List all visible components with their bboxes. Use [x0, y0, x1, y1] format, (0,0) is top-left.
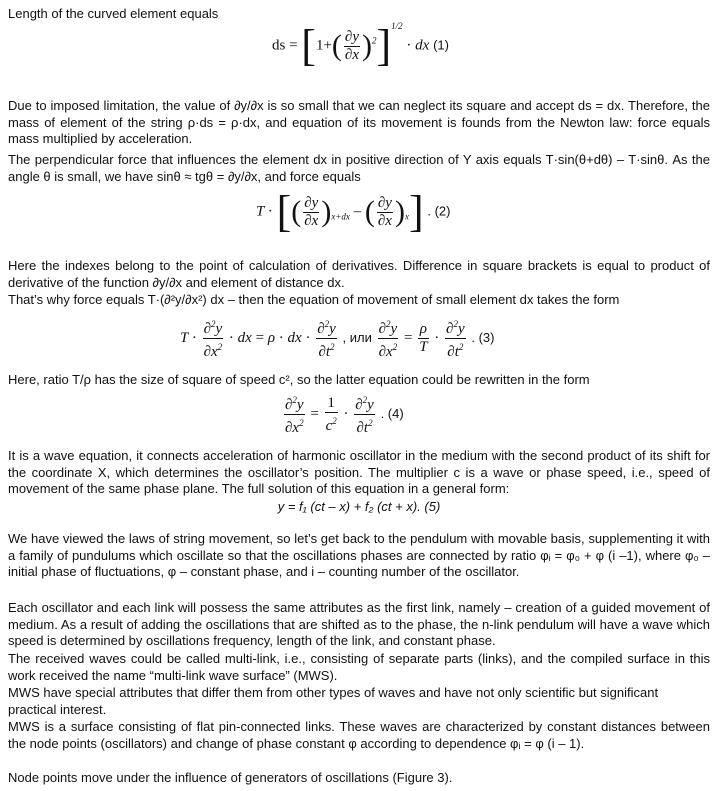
equation-3-conj: , или — [342, 329, 372, 345]
paragraph-9: Each oscillator and each link will possess the same attributes as the first link, namely – creation of a guided movement of medium. As a result of adding the oscillations that are shifted as to the phase, the n-link pendulum will have a wave which speed is determined by oscillations frequency, length of the link, and constant phase. — [8, 600, 710, 649]
paragraph-5: That’s why force equals T·(∂²y/∂x²) dx – then the equation of movement of small element dx takes the form — [8, 292, 620, 307]
equation-2-label: . (2) — [427, 203, 451, 219]
paragraph-4: Here the indexes belong to the point of calculation of derivatives. Difference in square brackets is equal to product of derivative of the function ∂y/∂x and element of distance dx. — [8, 258, 710, 290]
equation-3: T · $\frac{\partial^2y}{\partial x^2}$ · dx = ρ · dx · $\frac{\partial^2y}{\partial t^2}$ , или $\frac{\partial^2y}{\partial x^2}$ = $\frac{\rho}{T}$ · $\frac{\partial^2y}{\partial t^2}$ . (3) — [180, 316, 495, 361]
equation-2: T · [( $\frac{\partial y}{\partial x}$ )$_{x+dx}$ – ( $\frac{\partial y}{\partial x}$ )$_x$] . (2) — [256, 187, 451, 236]
paragraph-12: MWS is a surface consisting of flat pin-connected links. These waves are characterized by constant distances between the node points (oscillators) and change of phase constant φ according to dependence φᵢ = φ (i – 1). — [8, 719, 710, 751]
equation-1-label: (1) — [433, 37, 449, 53]
paragraph-10: The received waves could be called multi-link, i.e., consisting of separate parts (links), and the compiled surface in this work received the name “multi-link wave surface” (MWS). — [8, 651, 710, 683]
equation-4: $\frac{\partial^2y}{\partial x^2}$ = $\frac{1}{c^2}$ · $\frac{\partial^2y}{\partial t^2}$ . (4) — [282, 392, 404, 437]
paragraph-3: The perpendicular force that influences the element dx in positive direction of Y axis equals T·sin(θ+dθ) – T·sinθ. As the angle θ is small, we have sinθ ≈ tgθ = ∂y/∂x, and force equals — [8, 152, 710, 184]
paragraph-8: We have viewed the laws of string movement, so let’s get back to the pendulum with movable basis, supplementing it with a family of pundulums which oscillate so that the oscillations phases are connected by ratio φᵢ = φ₀ + φ (i –1), where φ₀ – initial phase of fluctuations, φ – constant phase, and i – counting number of the oscillator. — [8, 531, 710, 580]
paragraph-1: Length of the curved element equals — [8, 6, 219, 21]
equation-5: y = f₁ (ct – x) + f₂ (ct + x). (5) — [277, 499, 441, 514]
equation-3-label: . (3) — [471, 329, 495, 345]
equation-4-label: . (4) — [380, 405, 404, 421]
paragraph-2: Due to imposed limitation, the value of ∂y/∂x is so small that we can neglect its square and accept ds = dx. Therefore, the mass of element of the string ρ·ds = ρ·dx, and equation of its movement is founds from the Newton law: force equals mass multiplied by acceleration. — [8, 98, 710, 147]
paragraph-13: Node points move under the influence of generators of oscillations (Figure 3). — [8, 770, 453, 785]
paragraph-6: Here, ratio T/ρ has the size of square of speed c², so the latter equation could be rewritten in the form — [8, 372, 590, 387]
paragraph-11: MWS have special attributes that differ them from other types of waves and have not only scientific but significant practical interest. — [8, 685, 659, 717]
equation-1: ds = [1+( $\frac{\partial y}{\partial x}$ )$^2$]$^{1/2}$ · dx (1) — [272, 21, 449, 70]
paragraph-7: It is a wave equation, it connects acceleration of harmonic oscillator in the medium with the second product of its shift for the coordinate X, which determines the oscillator’s position. The multiplier c is a wave or phase speed, i.e., speed of movement of the same phase plane. The full solution of this equation in a general form: — [8, 448, 710, 497]
